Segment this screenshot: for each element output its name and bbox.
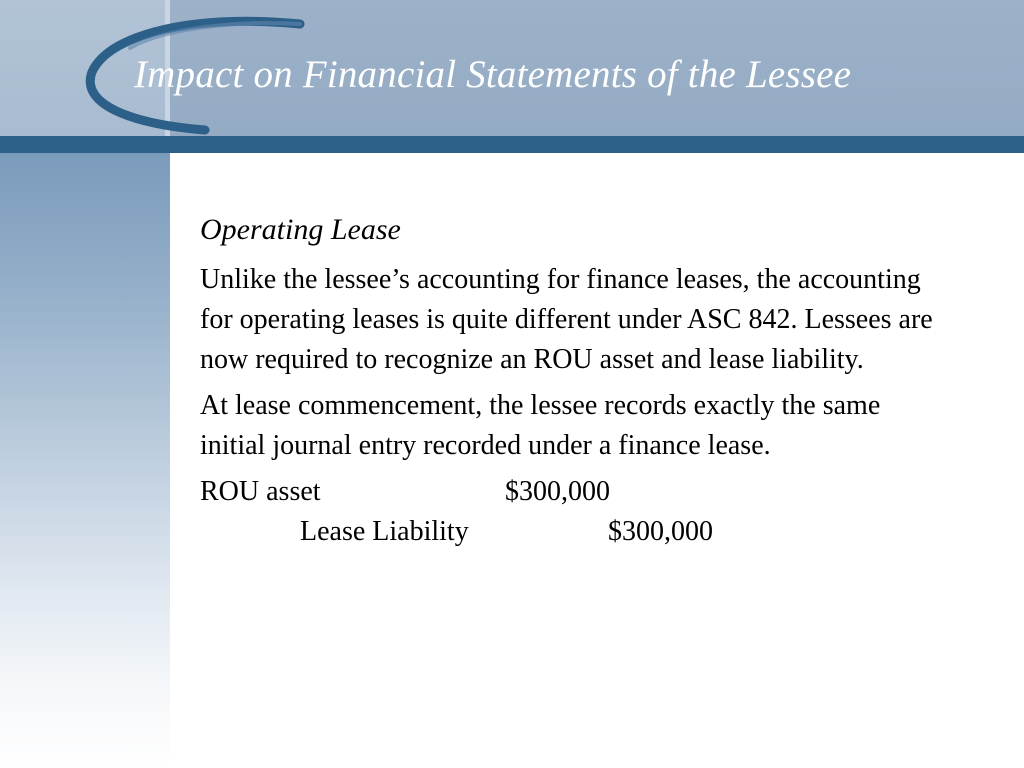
journal-entry	[200, 472, 970, 552]
debit-account: ROU asset	[200, 476, 321, 507]
credit-amount: $300,000	[608, 516, 713, 547]
journal-entry-credit-row	[200, 512, 970, 552]
journal-entry-debit-row	[200, 472, 970, 512]
slide-content	[200, 200, 970, 552]
credit-account: Lease Liability	[300, 516, 469, 547]
left-gradient-sidebar	[0, 153, 170, 768]
slide-title: Impact on Financial Statements of the Lessee	[134, 53, 852, 96]
section-subtitle: Operating Lease	[200, 213, 401, 246]
paragraph-lease-commencement: At lease commencement, the lessee records exactly the same initial journal entry recorded under a finance lease.	[200, 390, 881, 461]
header-band	[0, 0, 1024, 136]
header-stripe	[0, 136, 1024, 153]
paragraph-operating-lease-intro: Unlike the lessee’s accounting for finance leases, the accounting for operating leases is quite different under ASC 842. Lessees are now required to recognize an ROU asset and lease liability.	[200, 264, 933, 375]
debit-amount: $300,000	[505, 476, 610, 507]
